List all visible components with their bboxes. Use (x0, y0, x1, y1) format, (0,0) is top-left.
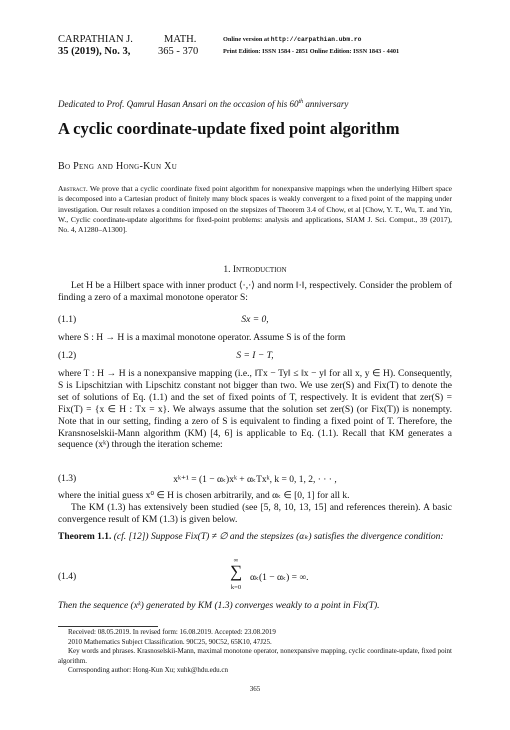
equation: Sx = 0, (241, 315, 269, 325)
page-number: 365 (249, 685, 261, 693)
paragraph: where S : H → H is a maximal monotone operator. Assume S is of the form (58, 333, 346, 343)
section-heading: 1. Introduction (223, 265, 287, 275)
journal-url[interactable]: http://carpathian.ubm.ro (270, 36, 362, 43)
abstract-label: Abstract. (58, 184, 88, 193)
paragraph: where T : H → H is a nonexpansive mapping (i.e., ‖Tx − Ty‖ ≤ ‖x − y‖ for all x, y ∈ H). Consequently, S is Lipschitzian with Lipschitz constant not bigger than two. We use zer(S) and Fix(T) to denote the set of solutions of Eq. (1.1) and the set of fixed points of T, respectively. It is evident that zer(S) = Fix(T) = {x ∈ H : Tx = x}. We always assume that the solution set zer(S) (or Fix(T)) is nonempty. Note that in our setting, finding a zero of S is equivalent to finding a fixed point of T. Therefore, the Kransnoselskii-Mann algorithm (KM) [4, 6] is applicable to Eq. (1.1). Recall that KM generates a sequence (xᵏ) through the iteration scheme: (58, 369, 452, 451)
equation-number: (1.1) (58, 315, 77, 325)
paper-title: A cyclic coordinate-update fixed point algorithm (58, 119, 400, 138)
equation: xᵏ⁺¹ = (1 − αₖ)xᵏ + αₖTxᵏ, k = 0, 1, 2, · · · , (173, 475, 337, 485)
edition-issn: Print Edition: ISSN 1584 - 2851 Online Edition: ISSN 1843 - 4401 (223, 48, 400, 55)
online-version-prefix: Online version at (223, 36, 271, 43)
journal-issue-text: 35 (2019), No. 3, (58, 46, 131, 57)
msc-text: 2010 Mathematics Subject Classification. 90C25, 90C52, 65K10, 47J25. (68, 637, 272, 646)
dedication: Dedicated to Prof. Qamrul Hasan Ansari on the occasion of his 60th anniversary (58, 99, 349, 109)
equation: αₖ(1 − αₖ) = ∞. (250, 573, 309, 583)
corresponding-author: Corresponding author: Hong-Kun Xu; xuhk@hdu.edu.cn (68, 666, 229, 675)
msc-classification (58, 638, 452, 648)
sum-upper-limit: ∞ (233, 557, 239, 564)
equation-number: (1.4) (58, 572, 77, 582)
sum-lower-limit: k=0 (230, 584, 242, 591)
page-range: 365 - 370 (158, 46, 199, 57)
paragraph: where the initial guess x⁰ ∈ H is chosen arbitrarily, and αₖ ∈ [0, 1] for all k. (58, 491, 350, 501)
footnotes (58, 628, 452, 676)
paragraph-intro: Let H be a Hilbert space with inner product ⟨·,·⟩ and norm ‖·‖, respectively. Consider the problem of finding a zero of a maximal monotone operator S: (58, 281, 452, 303)
sum-symbol: ∑ (229, 562, 243, 581)
paragraph: The KM (1.3) has extensively been studied (see [5, 8, 10, 13, 15] and references therein). A basic convergence result of KM (1.3) is given below. (58, 503, 452, 525)
received-dates: Received: 08.05.2019. In revised form: 16.08.2019. Accepted: 23.08.2019 (68, 628, 276, 636)
theorem (58, 532, 452, 544)
theorem-text: (cf. [12]) Suppose Fix(T) ≠ ∅ and the stepsizes (αₖ) satisfies the divergence condition: (113, 532, 444, 542)
journal-subject: MATH. (164, 34, 197, 45)
journal-name: CARPATHIAN J. (58, 34, 133, 45)
equation-number: (1.2) (58, 351, 77, 361)
authors: Bo Peng and Hong-Kun Xu (58, 161, 178, 172)
theorem-conclusion: Then the sequence (xᵏ) generated by KM (1.3) converges weakly to a point in Fix(T). (58, 601, 380, 611)
footnote-rule (58, 626, 158, 627)
theorem-label: Theorem 1.1. (58, 532, 112, 542)
abstract-text: We prove that a cyclic coordinate fixed point algorithm for nonexpansive mappings when the underlying Hilbert space is decomposed into a Cartesian product of finitely many block spaces is weakly convergent to a fixed point of the mapping under investigation. Our result relaxes a condition imposed on the stepsizes of Theorem 3.4 of Chow, et al [Chow, Y. T., Wu, T. and Yin, W., Cyclic coordinate-update algorithms for fixed-point problems: analysis and applications, SIAM J. Sci. Comput., 39 (2017), No. 4, A1280–A1300]. (58, 184, 452, 235)
journal-issue (58, 45, 130, 58)
equation-number: (1.3) (58, 474, 77, 484)
keywords: Key words and phrases. Krasnoselskii-Mann, maximal monotone operator, nonexpansive mapping, cyclic coordinate-update, fixed point algorithm. (58, 647, 452, 665)
abstract (58, 184, 452, 235)
equation: S = I − T, (236, 351, 274, 361)
